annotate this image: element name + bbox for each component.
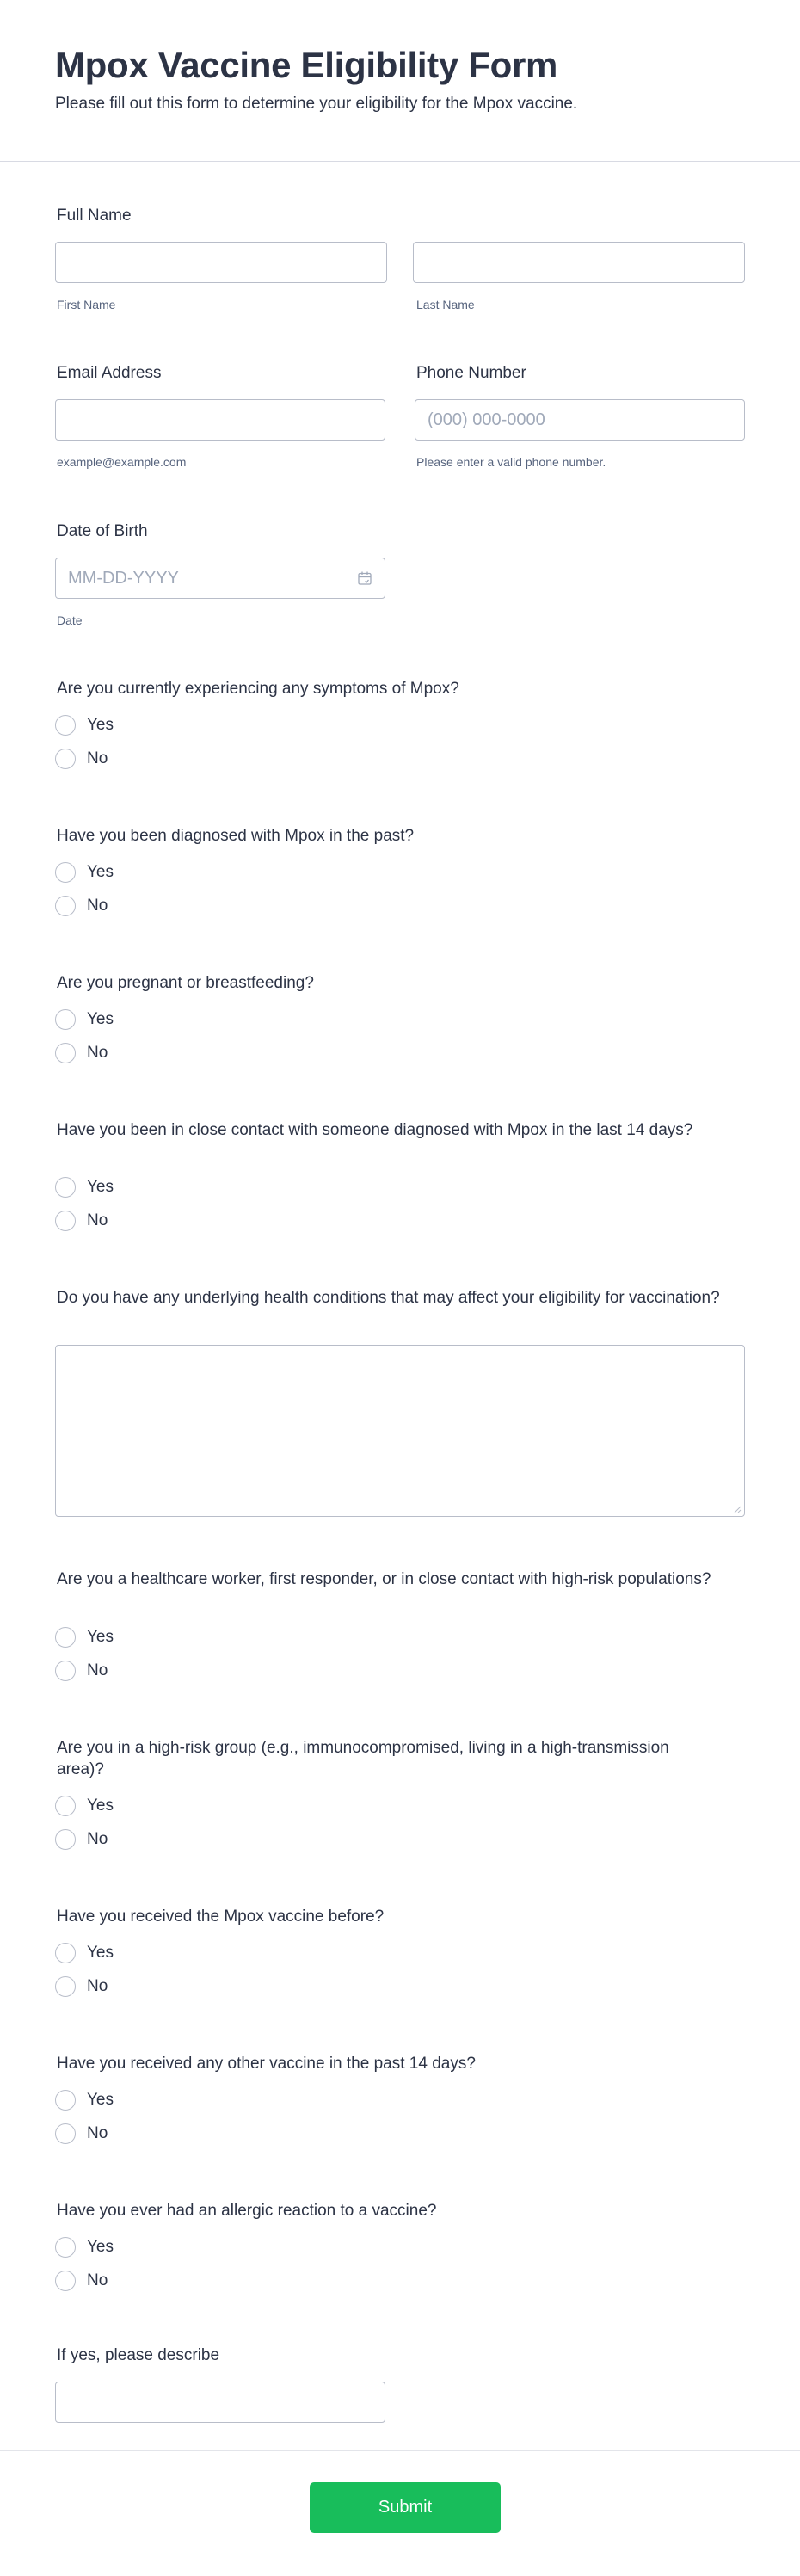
radio-circle[interactable] (55, 1661, 76, 1681)
allergic-reaction-yes-option[interactable]: Yes (55, 2235, 114, 2259)
other-vaccine-yes-option[interactable]: Yes (55, 2088, 114, 2112)
high-risk-yes-option[interactable]: Yes (55, 1794, 114, 1818)
diagnosed-no-option[interactable]: No (55, 894, 108, 918)
email-label: Email Address (57, 364, 162, 382)
form-header (0, 0, 800, 162)
healthcare-worker-no-option[interactable]: No (55, 1659, 108, 1683)
question-symptoms-label: Are you currently experiencing any symptoms of Mpox? (57, 680, 459, 698)
radio-circle[interactable] (55, 2237, 76, 2258)
radio-circle[interactable] (55, 1796, 76, 1816)
allergic-reaction-no-option[interactable]: No (55, 2269, 108, 2293)
other-vaccine-no-option[interactable]: No (55, 2122, 108, 2146)
question-close-contact-label: Have you been in close contact with someone diagnosed with Mpox in the last 14 days? (57, 1121, 693, 1139)
healthcare-worker-yes-option[interactable]: Yes (55, 1625, 114, 1649)
footer-divider (0, 2450, 800, 2451)
last-name-input[interactable] (413, 242, 745, 283)
first-name-sublabel: First Name (57, 298, 116, 311)
radio-circle[interactable] (55, 2090, 76, 2111)
radio-circle[interactable] (55, 1829, 76, 1850)
diagnosed-yes-option[interactable]: Yes (55, 860, 114, 884)
radio-circle[interactable] (55, 1009, 76, 1030)
form-subtitle: Please fill out this form to determine your eligibility for the Mpox vaccine. (55, 95, 578, 113)
calendar-icon[interactable] (357, 570, 372, 586)
symptoms-yes-option[interactable]: Yes (55, 713, 114, 737)
phone-input[interactable]: (000) 000-0000 (415, 399, 745, 441)
email-input[interactable] (55, 399, 385, 441)
radio-circle[interactable] (55, 2123, 76, 2144)
form-title: Mpox Vaccine Eligibility Form (55, 45, 558, 85)
radio-circle[interactable] (55, 1211, 76, 1231)
dob-placeholder: MM-DD-YYYY (68, 569, 179, 588)
submit-button[interactable]: Submit (310, 2482, 501, 2533)
dob-sublabel: Date (57, 613, 83, 627)
pregnant-no-option[interactable]: No (55, 1041, 108, 1065)
radio-circle[interactable] (55, 749, 76, 769)
radio-circle[interactable] (55, 1976, 76, 1997)
question-high-risk-label: Are you in a high-risk group (e.g., immunocompromised, living in a high-transmission area)? (57, 1739, 669, 1778)
health-conditions-textarea[interactable] (55, 1345, 745, 1517)
phone-sublabel: Please enter a valid phone number. (416, 455, 606, 469)
radio-circle[interactable] (55, 1627, 76, 1648)
email-sublabel: example@example.com (57, 455, 187, 469)
dob-label: Date of Birth (57, 522, 148, 540)
allergy-describe-label: If yes, please describe (57, 2346, 220, 2364)
resize-handle-icon[interactable] (733, 1505, 742, 1513)
mpox-vaccine-before-yes-option[interactable]: Yes (55, 1941, 114, 1965)
close-contact-yes-option[interactable]: Yes (55, 1175, 114, 1199)
high-risk-no-option[interactable]: No (55, 1827, 108, 1852)
question-healthcare-worker-label: Are you a healthcare worker, first responder, or in close contact with high-risk populations? (57, 1570, 711, 1588)
radio-circle[interactable] (55, 2271, 76, 2291)
radio-circle[interactable] (55, 1943, 76, 1963)
radio-circle[interactable] (55, 862, 76, 883)
allergy-describe-input[interactable] (55, 2382, 385, 2423)
first-name-input[interactable] (55, 242, 387, 283)
pregnant-yes-option[interactable]: Yes (55, 1008, 114, 1032)
question-diagnosed-label: Have you been diagnosed with Mpox in the past? (57, 827, 415, 845)
close-contact-no-option[interactable]: No (55, 1209, 108, 1233)
radio-circle[interactable] (55, 1043, 76, 1063)
radio-circle[interactable] (55, 1177, 76, 1198)
question-other-vaccine-label: Have you received any other vaccine in the past 14 days? (57, 2055, 476, 2073)
radio-circle[interactable] (55, 715, 76, 736)
question-allergic-reaction-label: Have you ever had an allergic reaction to a vaccine? (57, 2202, 437, 2220)
question-pregnant-label: Are you pregnant or breastfeeding? (57, 974, 314, 992)
dob-input[interactable] (55, 558, 385, 599)
radio-circle[interactable] (55, 896, 76, 916)
question-mpox-vaccine-before-label: Have you received the Mpox vaccine before? (57, 1907, 385, 1926)
last-name-sublabel: Last Name (416, 298, 475, 311)
mpox-vaccine-before-no-option[interactable]: No (55, 1975, 108, 1999)
phone-label: Phone Number (416, 364, 526, 382)
full-name-label: Full Name (57, 206, 132, 225)
question-health-conditions-label: Do you have any underlying health conditions that may affect your eligibility for vaccination? (57, 1289, 720, 1307)
symptoms-no-option[interactable]: No (55, 747, 108, 771)
